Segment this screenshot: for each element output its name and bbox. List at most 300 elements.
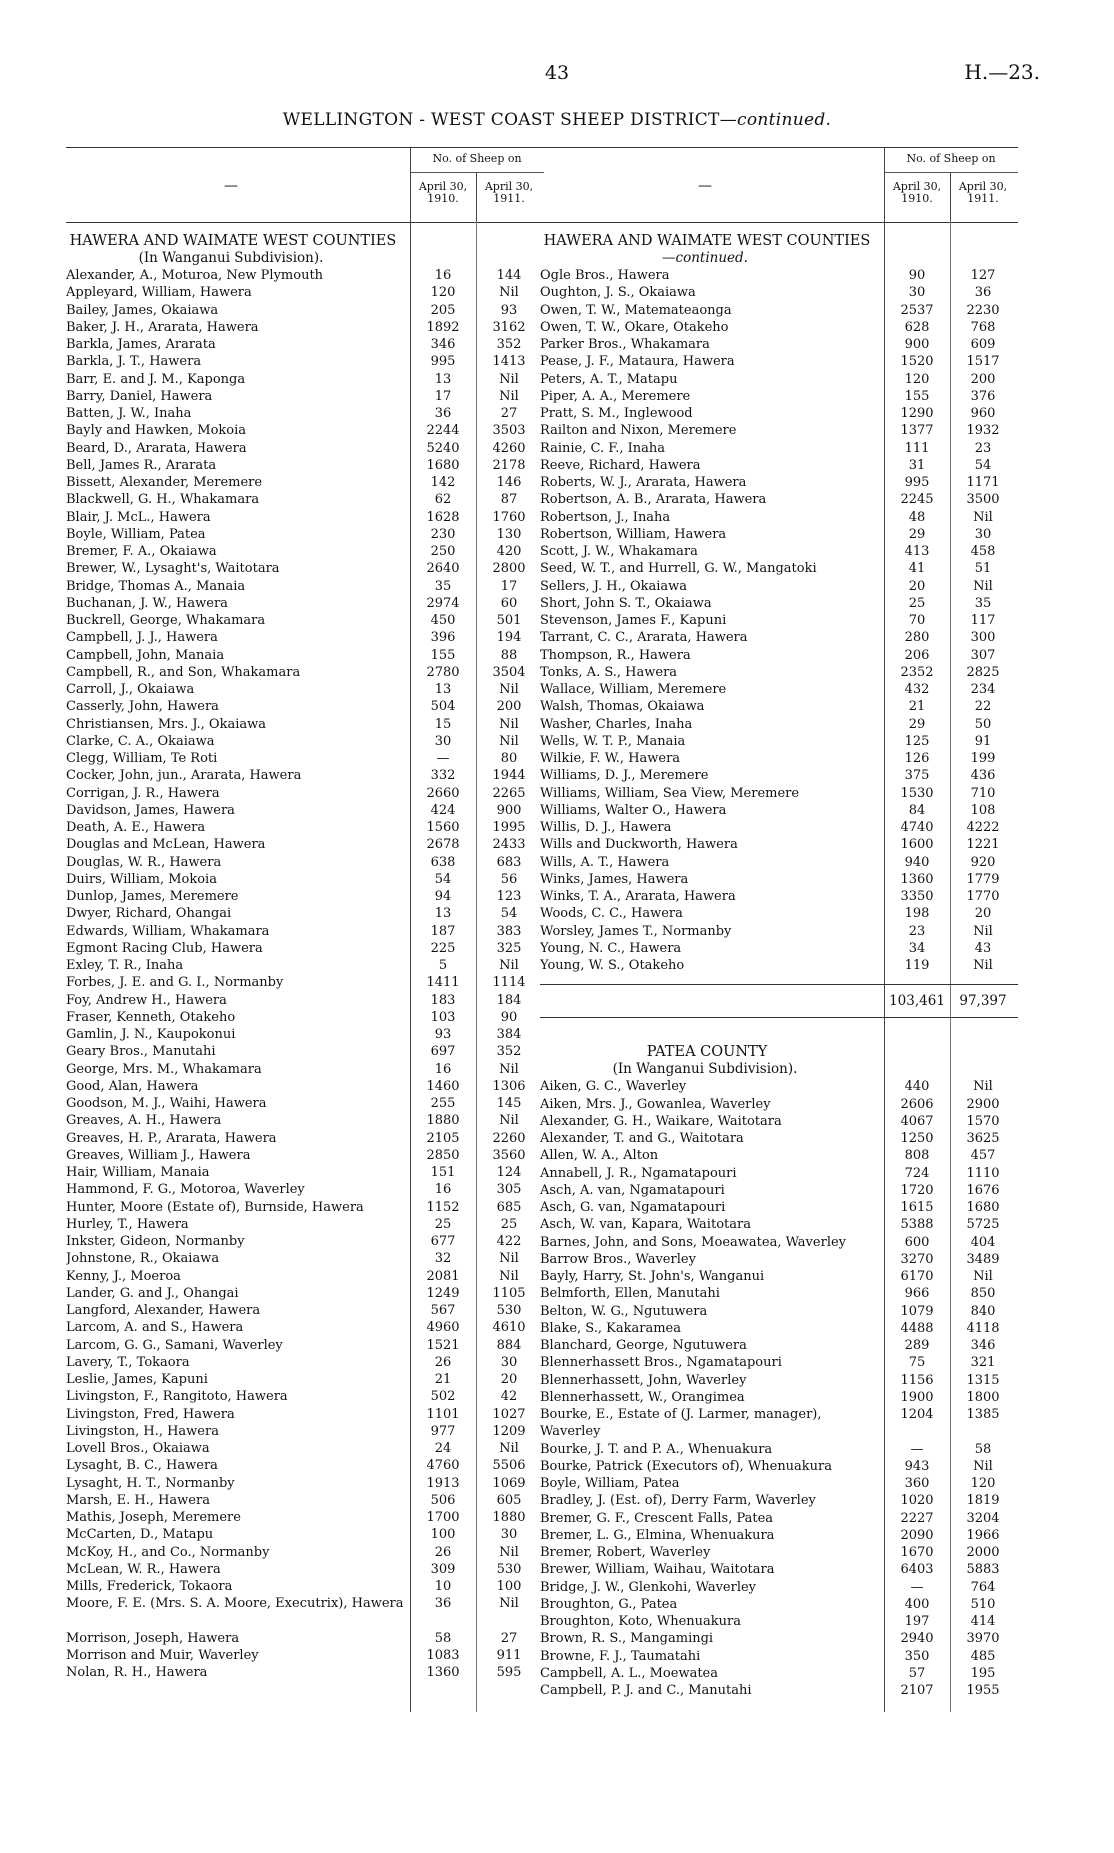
table-row — [540, 1492, 1018, 1509]
sheep-1910: 205 — [430, 302, 456, 318]
table-row — [66, 1130, 544, 1147]
title-main: WELLINGTON - WEST COAST SHEEP DISTRICT — [282, 110, 720, 130]
owner-name: Larcom, G. G., Samani, Waverley — [66, 1337, 283, 1353]
header-col-1910: April 30, 1910. — [418, 180, 468, 205]
sheep-1910: 29 — [908, 716, 926, 732]
header-col-1911: April 30, 1911. — [484, 180, 534, 205]
owner-name: Williams, Walter O., Hawera — [540, 802, 727, 818]
table-row — [66, 1302, 544, 1319]
owner-name: Foy, Andrew H., Hawera — [66, 992, 227, 1008]
owner-name: Leslie, James, Kapuni — [66, 1372, 208, 1387]
sheep-1911: 30 — [974, 526, 992, 542]
sheep-1911: 1676 — [966, 1182, 1000, 1198]
sheep-1911: 840 — [970, 1303, 996, 1319]
sheep-1911: Nil — [499, 1544, 519, 1560]
table-row — [540, 836, 1018, 853]
table-row — [66, 957, 544, 974]
sheep-1910: 4740 — [900, 820, 934, 835]
owner-name: Barkla, James, Ararata — [66, 337, 216, 352]
sheep-1910: 1720 — [900, 1182, 934, 1198]
owner-name: Dunlop, James, Meremere — [66, 889, 239, 904]
owner-name: Blennerhassett Bros., Ngamatapouri — [540, 1355, 782, 1371]
sheep-1910: 450 — [430, 613, 456, 628]
sheep-1910: 943 — [904, 1458, 930, 1474]
sheep-1910: 2850 — [426, 1147, 460, 1163]
sheep-1910: 332 — [430, 768, 456, 784]
owner-name: Blennerhassett, W., Orangimea — [540, 1389, 745, 1405]
table-row — [540, 302, 1018, 319]
owner-name: Washer, Charles, Inaha — [540, 716, 693, 732]
table-row — [66, 1009, 544, 1026]
sheep-1911: 5506 — [492, 1458, 526, 1474]
section-heading-right: HAWERA AND WAIMATE WEST COUNTIES — [543, 233, 871, 249]
sheep-1911: Nil — [973, 958, 993, 973]
sheep-1911: 123 — [496, 889, 522, 904]
owner-name: Barr, E. and J. M., Kaponga — [66, 371, 246, 387]
sheep-1911: 2178 — [492, 457, 526, 473]
right-table-body — [540, 223, 1018, 1699]
owner-name: Aiken, Mrs. J., Gowanlea, Waverley — [540, 1096, 771, 1112]
owner-name: Owen, T. W., Matemateaonga — [540, 302, 732, 318]
table-row — [66, 629, 544, 646]
table-row — [66, 1268, 544, 1285]
sheep-1910: 506 — [430, 1492, 456, 1508]
table-row — [66, 888, 544, 905]
sheep-1911: 3970 — [966, 1631, 1000, 1647]
table-row — [540, 422, 1018, 439]
owner-name: Winks, James, Hawera — [540, 871, 689, 887]
sheep-1911: 194 — [496, 630, 522, 646]
sheep-1910: 2974 — [426, 595, 460, 611]
owner-name: Tonks, A. S., Hawera — [540, 664, 678, 680]
owner-name: Wallace, William, Meremere — [540, 682, 727, 697]
owner-name: Stevenson, James F., Kapuni — [540, 613, 727, 628]
sheep-1910: 41 — [908, 561, 926, 577]
table-row — [540, 750, 1018, 767]
sheep-1910: 75 — [908, 1355, 926, 1371]
owner-name: Greaves, William J., Hawera — [66, 1147, 251, 1163]
table-row — [540, 802, 1018, 819]
table-row — [66, 422, 544, 439]
table-row — [66, 698, 544, 715]
table-row — [66, 1406, 544, 1423]
sheep-1910: 26 — [434, 1544, 452, 1560]
sheep-1911: 1221 — [966, 837, 1000, 853]
table-row — [540, 612, 1018, 629]
owner-name: Bourke, J. T. and P. A., Whenuakura — [540, 1441, 773, 1457]
owner-name: Asch, A. van, Ngamatapouri — [540, 1182, 725, 1198]
sheep-1911: 108 — [970, 802, 996, 818]
sheep-1910: 25 — [908, 595, 926, 611]
sheep-1911: 22 — [974, 699, 992, 715]
sheep-1911: 920 — [970, 854, 996, 870]
sheep-1910: — — [436, 751, 450, 766]
sheep-1911: 900 — [496, 802, 522, 818]
sheep-1911: 1932 — [966, 423, 1000, 439]
owner-name: Peters, A. T., Matapu — [540, 371, 678, 387]
sheep-1911: 25 — [500, 1216, 518, 1232]
sheep-1911: 23 — [974, 440, 992, 456]
sheep-1911: 1315 — [966, 1372, 1000, 1388]
table-row — [540, 440, 1018, 457]
sheep-1911: 510 — [970, 1596, 996, 1612]
sheep-1910: 1250 — [900, 1131, 934, 1146]
sheep-1911: 4118 — [966, 1320, 1000, 1336]
owner-name: Lysaght, H. T., Normanby — [66, 1475, 235, 1491]
sheep-1910: 2107 — [900, 1683, 934, 1698]
owner-name: Alexander, T. and G., Waitotara — [540, 1131, 744, 1146]
table-row — [66, 612, 544, 629]
sheep-1910: 2660 — [426, 785, 460, 801]
sheep-1910: 2090 — [900, 1527, 934, 1543]
owner-name: Bremer, F. A., Okaiawa — [66, 544, 217, 559]
sheep-1910: 375 — [904, 768, 930, 784]
sheep-1910: 5240 — [426, 440, 460, 456]
sheep-1911: 117 — [970, 613, 996, 628]
table-row — [540, 1596, 1018, 1613]
sheep-1911: 35 — [974, 595, 992, 611]
table-row — [540, 716, 1018, 733]
sheep-1911: 376 — [970, 388, 996, 404]
owner-name: Roberts, W. J., Ararata, Hawera — [540, 475, 747, 490]
table-row — [540, 1544, 1018, 1561]
owner-name: Asch, G. van, Ngamatapouri — [540, 1200, 726, 1215]
table-row — [66, 1630, 544, 1647]
sheep-1910: 424 — [430, 802, 456, 818]
sheep-1911: 1819 — [966, 1493, 1000, 1509]
sheep-1910: 4067 — [900, 1113, 934, 1129]
report-reference: H.—23. — [964, 60, 1040, 84]
owner-name: Campbell, John, Manaia — [66, 647, 225, 663]
sheep-1910: 155 — [430, 647, 456, 663]
sheep-1911: 27 — [500, 406, 518, 421]
owner-name: Winks, T. A., Ararata, Hawera — [540, 889, 736, 904]
table-row — [66, 1509, 544, 1526]
sheep-1910: 396 — [430, 630, 456, 646]
sheep-1910: 1101 — [426, 1406, 460, 1422]
table-row — [66, 647, 544, 664]
sheep-1910: 995 — [430, 354, 456, 370]
sheep-1911: Nil — [499, 958, 519, 973]
sheep-1910: 1249 — [426, 1285, 460, 1301]
owner-name: Inkster, Gideon, Normanby — [66, 1234, 245, 1249]
owner-name: Douglas and McLean, Hawera — [66, 837, 266, 853]
sheep-1910: 900 — [904, 337, 930, 352]
sheep-1911: 352 — [496, 337, 522, 352]
sheep-1910: 1900 — [900, 1389, 934, 1405]
owner-name: McCarten, D., Matapu — [66, 1527, 214, 1543]
owner-name: Goodson, M. J., Waihi, Hawera — [66, 1096, 267, 1111]
sheep-1910: 250 — [430, 544, 456, 559]
sheep-1910: 1377 — [900, 423, 934, 439]
owner-name: Bremer, L. G., Elmina, Whenuakura — [540, 1527, 775, 1543]
owner-name: Blair, J. McL., Hawera — [66, 509, 211, 525]
sheep-1910: 30 — [908, 285, 926, 301]
table-row — [540, 1165, 1018, 1182]
table-row — [540, 1406, 1018, 1441]
owner-name: Clarke, C. A., Okaiawa — [66, 733, 215, 749]
owner-name: Bissett, Alexander, Meremere — [66, 475, 263, 490]
sheep-1910: 567 — [430, 1303, 456, 1318]
owner-name: Browne, F. J., Taumatahi — [540, 1648, 701, 1664]
table-row — [66, 302, 544, 319]
sheep-1911: 1760 — [492, 509, 526, 525]
table-row — [66, 1647, 544, 1664]
sheep-1911: 144 — [496, 268, 522, 283]
sheep-1910: 1521 — [426, 1337, 460, 1353]
owner-name: Nolan, R. H., Hawera — [66, 1665, 208, 1681]
table-header — [66, 147, 544, 223]
sheep-1910: 90 — [908, 268, 926, 283]
sheep-1911: 1966 — [966, 1527, 1000, 1543]
sheep-1911: 346 — [970, 1338, 996, 1353]
sheep-1910: — — [910, 1579, 924, 1595]
sheep-1910: 26 — [434, 1354, 452, 1370]
sheep-1911: Nil — [499, 285, 519, 301]
table-row — [66, 595, 544, 612]
owner-name: Hurley, T., Hawera — [66, 1216, 189, 1232]
sheep-1910: 2640 — [426, 561, 460, 577]
table-row — [66, 785, 544, 802]
sheep-1910: 13 — [434, 371, 452, 387]
sheep-1911: 1800 — [966, 1389, 1000, 1405]
owner-name: Pratt, S. M., Inglewood — [540, 406, 693, 421]
sheep-1910: 70 — [908, 613, 926, 628]
sheep-1910: 54 — [434, 871, 452, 887]
table-row — [540, 1458, 1018, 1475]
owner-name: Wells, W. T. P., Manaia — [540, 733, 686, 749]
table-row — [540, 940, 1018, 957]
table-row — [66, 733, 544, 750]
owner-name: Rainie, C. F., Inaha — [540, 440, 666, 456]
sheep-1910: 1079 — [900, 1303, 934, 1319]
left-column — [66, 147, 544, 1712]
table-row — [66, 1061, 544, 1078]
sheep-1910: 198 — [904, 906, 930, 922]
table-row — [540, 1579, 1018, 1596]
owner-name: Langford, Alexander, Hawera — [66, 1303, 261, 1318]
owner-name: Blackwell, G. H., Whakamara — [66, 492, 260, 508]
owner-name: Boyle, William, Patea — [66, 526, 206, 542]
table-row — [66, 802, 544, 819]
sheep-1910: 1411 — [426, 975, 460, 991]
table-row — [540, 267, 1018, 284]
sheep-1911: 2825 — [966, 664, 1000, 680]
owner-name: Moore, F. E. (Mrs. S. A. Moore, Executrix), Hawera — [66, 1596, 404, 1612]
owner-name: Blake, S., Kakaramea — [540, 1320, 681, 1336]
sheep-1911: 414 — [970, 1614, 996, 1629]
table-row — [540, 474, 1018, 491]
sheep-1911: 2900 — [966, 1096, 1000, 1112]
table-row — [540, 457, 1018, 474]
table-row — [66, 1147, 544, 1164]
owner-name: Barry, Daniel, Hawera — [66, 388, 213, 404]
sheep-1911: Nil — [499, 716, 519, 732]
table-row — [540, 1303, 1018, 1320]
table-row — [66, 491, 544, 508]
owner-name: Exley, T. R., Inaha — [66, 958, 184, 973]
sheep-1910: 10 — [434, 1579, 452, 1594]
owner-name: McKoy, H., and Co., Normanby — [66, 1544, 270, 1560]
table-row — [540, 854, 1018, 871]
owner-name: Forbes, J. E. and G. I., Normanby — [66, 975, 284, 991]
sheep-1910: 94 — [434, 889, 452, 904]
sheep-1910: 724 — [904, 1165, 930, 1181]
sheep-1911: Nil — [499, 1268, 519, 1284]
sheep-1910: 1020 — [900, 1493, 934, 1509]
sheep-1910: 31 — [908, 457, 926, 473]
table-row — [540, 353, 1018, 370]
table-row — [66, 1561, 544, 1578]
sheep-1911: 234 — [970, 682, 996, 697]
sheep-1911: 30 — [500, 1354, 518, 1370]
sheep-1911: Nil — [499, 682, 519, 697]
sheep-1910: 1700 — [426, 1510, 460, 1525]
sheep-1911: 199 — [970, 751, 996, 766]
table-row — [66, 923, 544, 940]
table-row — [66, 1475, 544, 1492]
sheep-1911: 42 — [500, 1389, 518, 1405]
table-row — [66, 940, 544, 957]
sheep-1911: 305 — [496, 1182, 522, 1198]
owner-name: Wills and Duckworth, Hawera — [540, 837, 738, 853]
sheep-1911: 195 — [970, 1665, 996, 1681]
total-1910: 103,461 — [889, 993, 945, 1010]
sheep-1911: Nil — [499, 733, 519, 749]
sheep-1911: 60 — [500, 595, 518, 611]
sheep-1911: 768 — [970, 319, 996, 335]
sheep-1910: 255 — [430, 1096, 456, 1111]
sheep-1910: 36 — [434, 1596, 452, 1612]
table-row — [540, 284, 1018, 301]
table-row — [540, 1665, 1018, 1682]
table-row — [540, 647, 1018, 664]
sheep-1910: 4760 — [426, 1458, 460, 1474]
owner-name: Sellers, J. H., Okaiawa — [540, 578, 688, 594]
sheep-1910: 1290 — [900, 406, 934, 421]
table-row — [66, 371, 544, 388]
section-subheading: (In Wanganui Subdivision). — [138, 250, 324, 266]
table-row — [66, 1388, 544, 1405]
sheep-1911: Nil — [499, 1113, 519, 1129]
table-row — [66, 905, 544, 922]
table-row — [540, 1199, 1018, 1216]
sheep-1910: 16 — [434, 268, 452, 283]
table-row — [540, 923, 1018, 940]
left-table-body — [66, 223, 544, 1682]
table-row — [540, 1389, 1018, 1406]
table-row — [540, 1285, 1018, 1302]
table-row — [540, 388, 1018, 405]
owner-name: Lovell Bros., Okaiawa — [66, 1441, 210, 1456]
sheep-1910: 346 — [430, 337, 456, 352]
owner-name: Campbell, R., and Son, Whakamara — [66, 664, 301, 680]
sheep-1911: 1955 — [966, 1683, 1000, 1698]
sheep-1911: 420 — [496, 544, 522, 559]
owner-name: Lander, G. and J., Ohangai — [66, 1285, 239, 1301]
table-row — [540, 1268, 1018, 1285]
owner-name: Campbell, P. J. and C., Manutahi — [540, 1683, 752, 1698]
sheep-1910: 3350 — [900, 889, 934, 904]
table-row — [66, 1595, 544, 1630]
table-row — [66, 284, 544, 301]
sheep-1910: 400 — [904, 1596, 930, 1612]
table-row — [66, 405, 544, 422]
sheep-1911: 1995 — [492, 820, 526, 835]
sheep-1911: Nil — [499, 1061, 519, 1077]
owner-name: Hammond, F. G., Motoroa, Waverley — [66, 1182, 305, 1198]
table-row — [540, 664, 1018, 681]
owner-name: Parker Bros., Whakamara — [540, 337, 710, 352]
table-row — [540, 871, 1018, 888]
sheep-1911: 3489 — [966, 1251, 1000, 1267]
sheep-1911: 88 — [500, 647, 518, 663]
sheep-1911: 1209 — [492, 1423, 526, 1439]
sheep-1910: 1880 — [426, 1113, 460, 1129]
sheep-1910: 2780 — [426, 664, 460, 680]
sheep-1911: 960 — [970, 406, 996, 421]
table-row — [540, 578, 1018, 595]
owner-name: Carroll, J., Okaiawa — [66, 682, 195, 697]
sheep-1911: Nil — [499, 1251, 519, 1267]
sheep-1910: 84 — [908, 802, 926, 818]
sheep-1910: 4960 — [426, 1320, 460, 1336]
sheep-1911: 383 — [496, 923, 522, 939]
owner-name: Bayly, Harry, St. John's, Wanganui — [540, 1269, 765, 1284]
sheep-1910: 2678 — [426, 837, 460, 853]
owner-name: Seed, W. T., and Hurrell, G. W., Mangatoki — [540, 561, 817, 577]
owner-name: Brewer, William, Waihau, Waitotara — [540, 1562, 775, 1578]
sheep-1911: 911 — [496, 1648, 522, 1663]
sheep-1910: 142 — [430, 475, 456, 490]
sheep-1911: 530 — [496, 1303, 522, 1318]
sheep-1911: 36 — [974, 285, 992, 301]
owner-name: McLean, W. R., Hawera — [66, 1561, 221, 1577]
sheep-1911: 43 — [974, 940, 992, 956]
sheep-1911: Nil — [973, 1269, 993, 1284]
sheep-1910: 120 — [904, 371, 930, 387]
sheep-1910: 4488 — [900, 1320, 934, 1336]
sheep-1910: 6170 — [900, 1269, 934, 1284]
sheep-1910: 1600 — [900, 837, 934, 853]
sheep-1910: 206 — [904, 647, 930, 663]
table-row — [540, 1147, 1018, 1164]
table-row — [66, 1250, 544, 1267]
owner-name: Corrigan, J. R., Hawera — [66, 785, 220, 801]
sheep-1911: 1171 — [966, 475, 1000, 490]
sheep-1910: 1460 — [426, 1078, 460, 1094]
owner-name: Greaves, H. P., Ararata, Hawera — [66, 1130, 277, 1146]
sheep-1911: 2230 — [966, 302, 1000, 318]
table-row — [540, 1630, 1018, 1647]
sheep-1911: 595 — [496, 1665, 522, 1681]
owner-name: Scott, J. W., Whakamara — [540, 544, 698, 559]
table-row — [66, 440, 544, 457]
owner-name: Reeve, Richard, Hawera — [540, 457, 701, 473]
sheep-1910: 155 — [904, 388, 930, 404]
owner-name: George, Mrs. M., Whakamara — [66, 1061, 262, 1077]
owner-name: Belton, W. G., Ngutuwera — [540, 1303, 708, 1319]
sheep-1910: 13 — [434, 682, 452, 697]
table-row — [66, 836, 544, 853]
owner-name: Buckrell, George, Whakamara — [66, 613, 266, 628]
sheep-1911: 124 — [496, 1165, 522, 1180]
owner-name: Larcom, A. and S., Hawera — [66, 1320, 244, 1336]
sheep-1910: 2244 — [426, 423, 460, 439]
table-row — [66, 336, 544, 353]
table-row — [66, 1440, 544, 1457]
sheep-1911: 3500 — [966, 492, 1000, 508]
